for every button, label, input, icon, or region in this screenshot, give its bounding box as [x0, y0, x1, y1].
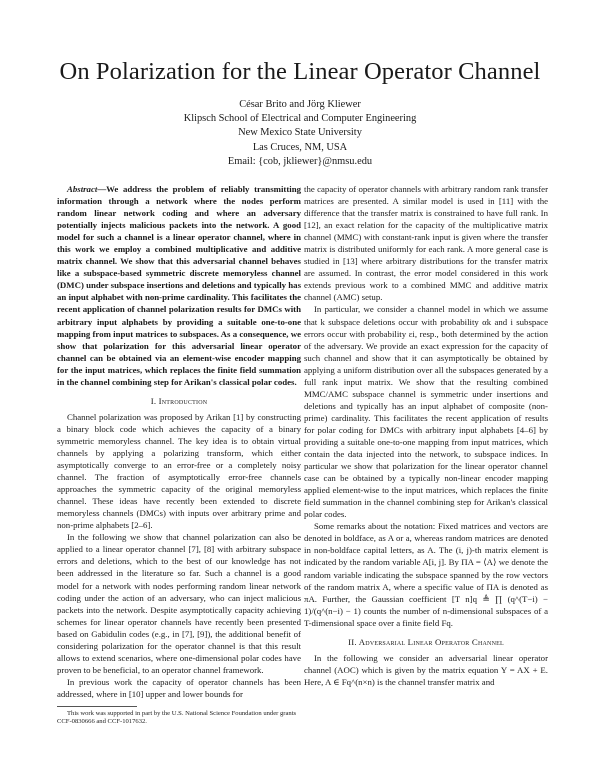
author-email: Email: {cob, jkliewer}@nmsu.edu: [227, 155, 373, 167]
section-heading-adversarial: II. Adversarial Linear Operator Channel: [348, 636, 504, 647]
author-affiliation: Klipsch School of Electrical and Computer Engineering: [183, 113, 417, 125]
left-column: [57, 183, 301, 727]
paper-title: On Polarization for the Linear Operator Channel: [59, 58, 541, 85]
right-column: [304, 183, 548, 688]
author-names: César Brito and Jörg Kliewer: [239, 99, 361, 110]
author-block: [0, 98, 600, 169]
footnote: This work was supported in part by the U.S. National Science Foundation under grants CCF-0830666 and CCF-1017632.: [57, 709, 297, 726]
abstract-text: —We address the problem of reliably transmitting information through a network where the nodes perform random linear network coding and where an adversary potentially injects malicious packets into the network. A good model for such a channel is a linear operator channel, where in this work we employ a combined multiplicative and additive matrix channel. We show that this adversarial channel behaves like a subspace-based symmetric discrete memoryless channel (DMC) under subspace insertions and deletions and typically has an input alphabet with non-prime cardinality. This facilitates the recent application of channel polarization results for DMCs with arbitrary input alphabets by providing a suitable one-to-one mapping from input matrices to subspaces. As a consequence, we show that polarization for this adversarial linear operator channel can be obtained via an element-wise encoder mapping for the input matrices, which replaces the finite field summation in the channel combining step for Arikan's classical polar codes.: [57, 184, 301, 387]
abstract: [57, 183, 301, 388]
intro-paragraph-3: In previous work the capacity of operator channels has been addressed, where in [10] upper and lower bounds for: [57, 676, 301, 699]
intro-paragraph-1: Channel polarization was proposed by Arikan [1] by constructing a binary block code which achieves the capacity of a binary symmetric memoryless channel. The key idea is to obtain virtual channels by applying a polarizing transform, which either asymptotically converge to an error-free or a completely noisy channel. The fraction of asymptotically error-free channels approaches the symmetric capacity of the original memoryless channel. These ideas have recently been extended to discrete memoryless channels (DMCs) with inputs over arbitrary prime and non-prime alphabets [2–6].: [57, 411, 301, 531]
abstract-lead: Abstract: [67, 184, 98, 194]
author-university: New Mexico State University: [238, 127, 362, 139]
section-heading-introduction: I. Introduction: [150, 395, 208, 406]
right-paragraph-4: In the following we consider an adversarial linear operator channel (AOC) which is given by the matrix equation Y = AX + E. Here, A ∈ Fq^(n×n) is the channel transfer matrix and: [304, 652, 548, 687]
right-paragraph-1: the capacity of operator channels with arbitrary random rank transfer matrices are presented. A similar model is used in [11] with the difference that the transfer matrix is constrained to have full rank. In [12], an exact relation for the capacity of the multiplicative matrix channel (MMC) with constant-rank input is given where the transfer matrix is distributed uniformly for each rank. A more general case is studied in [13] where arbitrary distributions for the transfer matrix are assumed. In contrast, the error model considered in this work extends previous work to a combined MMC and additive matrix channel (AMC) setup.: [304, 184, 548, 303]
intro-paragraph-2: In the following we show that channel polarization can also be applied to a linear operator channel [7], [8] with arbitrary subspace errors and deletions, which to the best of our knowledge has not been addressed in the literature so far. Such a channel is a good model for a network with nodes performing random linear network coding under the action of an adversary, who can inject malicious packets into the network. Despite asymptotically capacity achieving schemes for linear operator channels have recently been presented based on Gabidulin codes (e.g., in [7], [9]), the additional benefit of considering polarization for the operator channel is that this result allows to extend scenarios, where one-dimensional polar codes have proven to be beneficial, to an operator channel framework.: [57, 532, 301, 675]
footnote-divider: [57, 706, 137, 707]
right-paragraph-3: Some remarks about the notation: Fixed matrices and vectors are denoted in boldface, as A or a, whereas random matrices are denoted in non-boldface capital letters, as A. The (i, j)-th matrix element is indicated by the random variable A[i, j]. By ΠA = ⟨A⟩ we denote the random variable indicating the subspace spanned by the row vectors of the random matrix A, where a specific value of ΠA is denoted as πA. Further, the Gaussian coefficient [T n]q ≜ ∏ (q^(T−i) − 1)/(q^(n−i) − 1) counts the number of n-dimensional subspaces of a T-dimensional space over a finite field Fq.: [304, 521, 548, 628]
right-paragraph-2: In particular, we consider a channel model in which we assume that k subspace deletions occur with probability αk and i subspace errors occur with probability εi, resp., both determined by the action of the adversary. We provide an exact expression for the capacity of such channel and show that it can asymptotically be obtained by applying a uniform distribution over all the subspaces generated by a full rank input matrix. We show that the resulting combined MMC/AMC subspace channel is symmetric under insertions and deletions and typically has an input alphabet of composite (non-prime) cardinality. This facilitates the recent application of results for polar coding for DMCs with arbitrary input alphabets [4–6] by providing a suitable one-to-one mapping from input matrices, which contain the data injected into the network, to subspace indices. In particular we show that polarization for the linear operator channel case can be obtained by a typically non-linear encoder mapping applied element-wise to the input matrices, which replaces the finite field summation in the channel combining step for Arikan's classical polar codes.: [304, 304, 548, 520]
author-location: Las Cruces, NM, USA: [252, 141, 348, 153]
